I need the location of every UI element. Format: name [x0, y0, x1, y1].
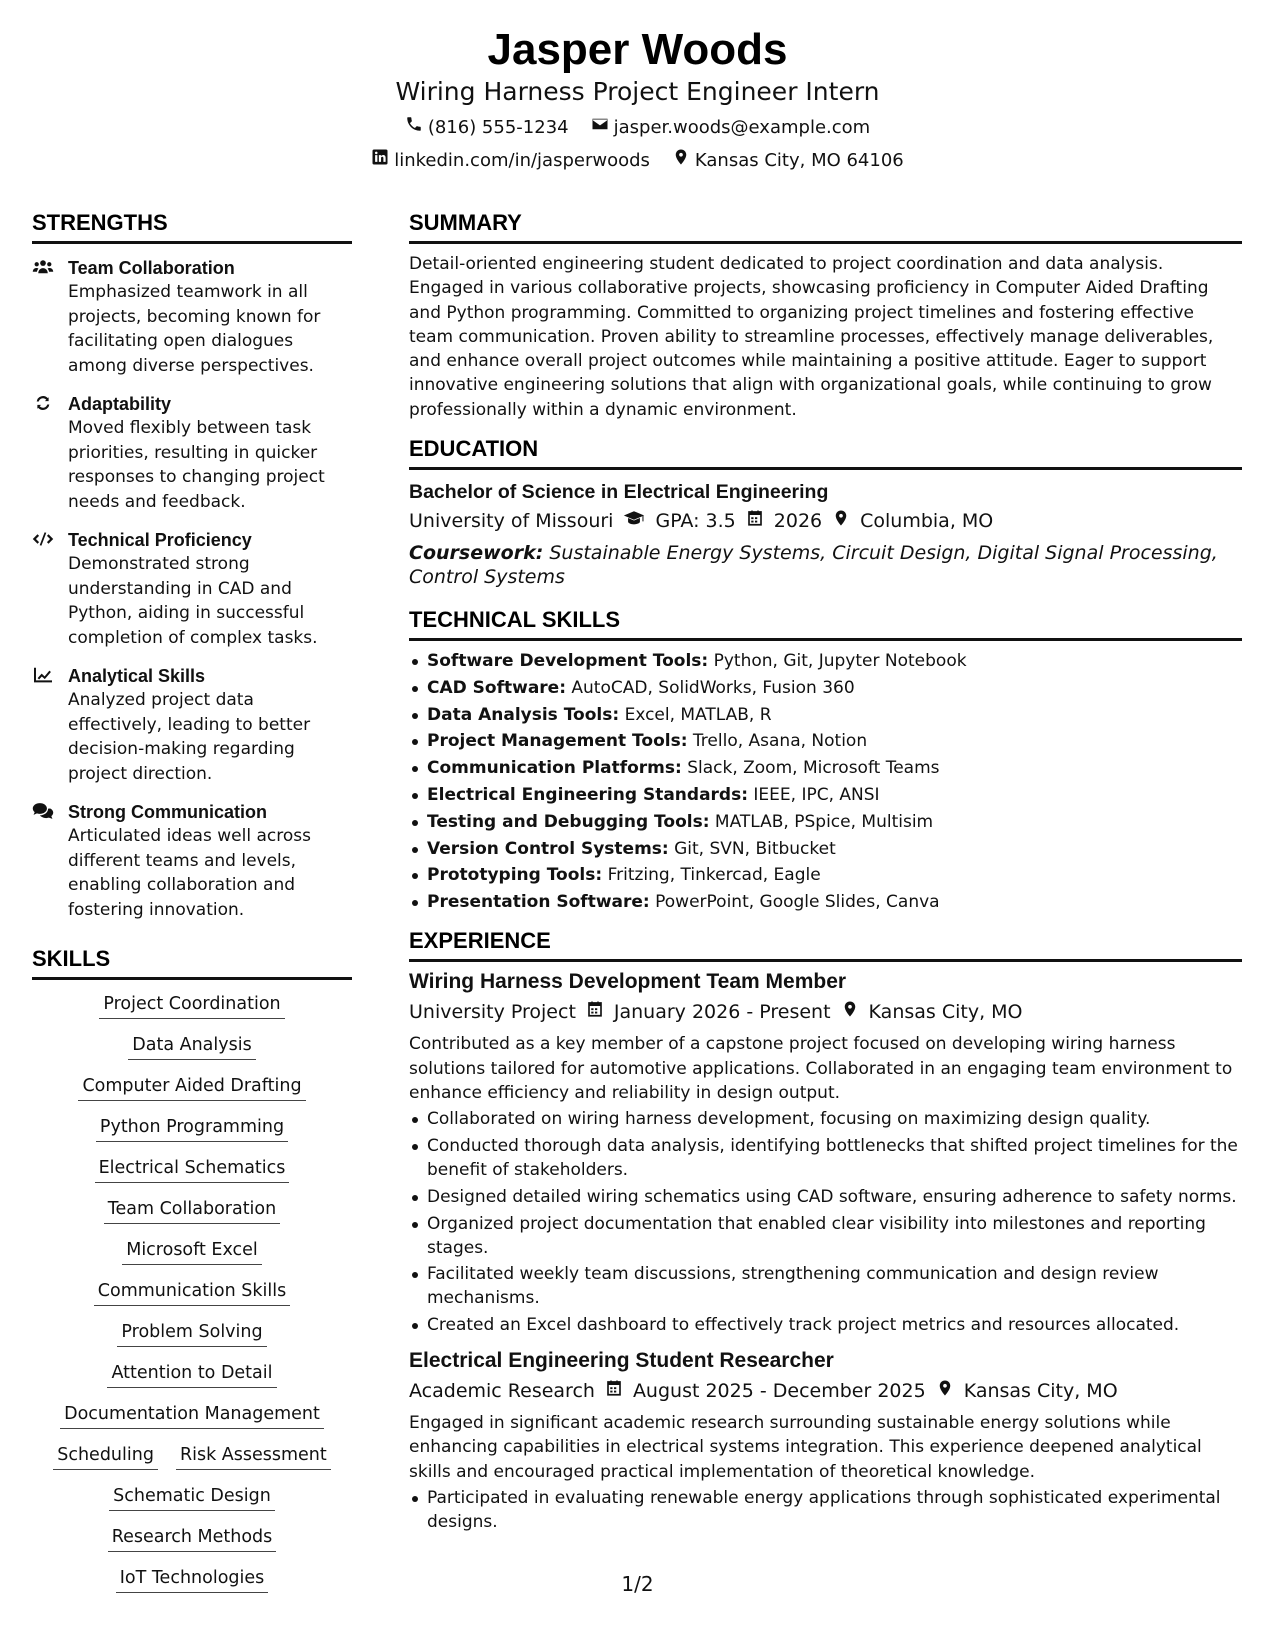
strength-title: Adaptability — [68, 394, 172, 414]
skill-values: Fritzing, Tinkercad, Eagle — [607, 865, 821, 886]
skill-tag: IoT Technologies — [116, 1566, 269, 1593]
coursework-text: Sustainable Energy Systems, Circuit Design, Digital Signal Processing, Control Systems — [409, 542, 1218, 589]
strength-desc: Moved flexibly between task priorities, resulting in quicker responses to changing project needs and feedback. — [68, 418, 325, 512]
job-location: Kansas City, MO — [963, 1380, 1118, 1403]
strength-title: Analytical Skills — [68, 666, 206, 686]
job-location-item — [841, 998, 1023, 1026]
strengths-heading: STRENGTHS — [32, 212, 352, 244]
chart-line-icon — [32, 664, 54, 786]
skill-values: Slack, Zoom, Microsoft Teams — [687, 758, 940, 779]
job-description: Engaged in significant academic research surrounding sustainable energy solutions while enhancing capabilities in electrical systems integration. This experience deepened analytical skills and encouraged practical implementation of theoretical knowledge. — [409, 1413, 1202, 1482]
list-item — [409, 783, 1242, 807]
job-dates: January 2026 - Present — [613, 1001, 831, 1024]
candidate-name: Jasper Woods — [487, 25, 788, 74]
strength-desc: Emphasized teamwork in all projects, becoming known for facilitating open dialogues among diverse perspectives. — [68, 282, 321, 376]
skill-category: Testing and Debugging Tools: — [427, 811, 710, 832]
job-location: Kansas City, MO — [868, 1001, 1023, 1024]
list-item: Collaborated on wiring harness development, focusing on maximizing design quality. — [409, 1107, 1242, 1131]
email-contact[interactable] — [591, 115, 871, 140]
skill-category: CAD Software: — [427, 677, 566, 698]
skill-category: Software Development Tools: — [427, 651, 709, 672]
calendar-icon — [586, 998, 604, 1026]
job-org: Academic Research — [409, 1380, 595, 1403]
skill-values: PowerPoint, Google Slides, Canva — [655, 892, 940, 913]
gpa-item — [623, 507, 735, 535]
skill-values: MATLAB, PSpice, Multisim — [714, 811, 934, 832]
list-item: Organized project documentation that enabled clear visibility into milestones and reporting stages. — [409, 1212, 1242, 1260]
job-description: Contributed as a key member of a capstone project focused on developing wiring harness solutions tailored for automotive applications. Collaborated in an engaging team environment to enhance efficiency and reliability in design output. — [409, 1034, 1233, 1103]
list-item — [409, 729, 1242, 753]
job-dates-item — [605, 1377, 926, 1405]
job-location-item — [936, 1377, 1118, 1405]
coursework-label: Coursework: — [409, 542, 544, 565]
job-dates-item — [586, 998, 831, 1026]
gpa-text: GPA: 3.5 — [655, 510, 736, 533]
job-dates: August 2025 - December 2025 — [632, 1380, 926, 1403]
skill-values: AutoCAD, SolidWorks, Fusion 360 — [571, 677, 855, 698]
experience-heading: EXPERIENCE — [409, 930, 1242, 962]
map-pin-icon — [832, 507, 850, 535]
skill-tag: Team Collaboration — [104, 1197, 280, 1224]
strengths-list — [32, 256, 352, 922]
skill-values: Git, SVN, Bitbucket — [674, 838, 836, 859]
phone-icon — [405, 115, 423, 140]
list-item — [409, 703, 1242, 727]
education-location-item — [832, 507, 993, 535]
list-item — [409, 756, 1242, 780]
email-text[interactable]: jasper.woods@example.com — [613, 116, 871, 138]
year-item — [746, 507, 822, 535]
right-column — [409, 212, 1242, 1537]
skill-tag: Communication Skills — [94, 1279, 290, 1306]
skills-list — [32, 992, 352, 1593]
skill-values: Trello, Asana, Notion — [692, 731, 868, 752]
technical-skills-section — [409, 609, 1242, 914]
skill-category: Electrical Engineering Standards: — [427, 785, 749, 806]
strength-title: Strong Communication — [68, 802, 267, 822]
strength-desc: Analyzed project data effectively, leading to better decision-making regarding project direction. — [68, 690, 311, 784]
linkedin-icon — [371, 148, 389, 173]
job-meta — [409, 1377, 1242, 1405]
job-org: University Project — [409, 1001, 576, 1024]
contact-row-1 — [0, 115, 1275, 140]
skill-tag: Microsoft Excel — [122, 1238, 262, 1265]
skill-tag: Python Programming — [96, 1115, 288, 1142]
skill-tag: Data Analysis — [128, 1033, 255, 1060]
strength-item — [32, 528, 352, 650]
summary-heading: SUMMARY — [409, 212, 1242, 244]
skill-tag: Schematic Design — [109, 1484, 275, 1511]
list-item: Created an Excel dashboard to effectively track project metrics and resources allocated. — [409, 1313, 1242, 1337]
contact-row-2 — [0, 148, 1275, 173]
left-column — [32, 212, 352, 1593]
education-location: Columbia, MO — [860, 510, 994, 533]
strength-item — [32, 392, 352, 514]
job-meta — [409, 998, 1242, 1026]
job-entry — [409, 968, 1242, 1337]
linkedin-contact[interactable] — [371, 148, 650, 173]
strength-desc: Articulated ideas well across different teams and levels, enabling collaboration and fostering innovation. — [68, 826, 311, 920]
location-contact — [672, 148, 904, 173]
calendar-icon — [605, 1377, 623, 1405]
skill-values: Python, Git, Jupyter Notebook — [713, 651, 967, 672]
calendar-icon — [746, 507, 764, 535]
list-item — [409, 649, 1242, 673]
job-title: Electrical Engineering Student Researcher — [409, 1349, 834, 1373]
skill-category: Communication Platforms: — [427, 758, 682, 779]
skill-tag: Project Coordination — [99, 992, 284, 1019]
phone-text: (816) 555-1234 — [427, 116, 569, 138]
strength-title: Team Collaboration — [68, 258, 235, 278]
code-icon — [32, 528, 54, 650]
graduation-year: 2026 — [773, 510, 823, 533]
skill-category: Project Management Tools: — [427, 731, 688, 752]
skill-category: Version Control Systems: — [427, 838, 669, 859]
skill-tag: Research Methods — [108, 1525, 277, 1552]
job-entry — [409, 1347, 1242, 1534]
strength-item — [32, 800, 352, 922]
skill-category: Prototyping Tools: — [427, 865, 603, 886]
list-item: Conducted thorough data analysis, identifying bottlenecks that shifted project timelines for the benefit of stakeholders. — [409, 1134, 1242, 1182]
skill-tag: Documentation Management — [60, 1402, 324, 1429]
education-heading: EDUCATION — [409, 438, 1242, 470]
page-number: 1/2 — [621, 1572, 654, 1596]
list-item — [409, 890, 1242, 914]
map-pin-icon — [672, 148, 690, 173]
job-bullets — [409, 1107, 1242, 1337]
skill-tag: Attention to Detail — [107, 1361, 276, 1388]
location-text: Kansas City, MO 64106 — [694, 149, 904, 171]
list-item — [409, 810, 1242, 834]
skill-category: Data Analysis Tools: — [427, 704, 620, 725]
school-name: University of Missouri — [409, 510, 614, 533]
technical-skills-heading: TECHNICAL SKILLS — [409, 609, 1242, 641]
strength-item — [32, 256, 352, 378]
degree-title: Bachelor of Science in Electrical Engineering — [409, 481, 829, 504]
list-item — [409, 676, 1242, 700]
skill-values: Excel, MATLAB, R — [624, 704, 772, 725]
phone-contact — [405, 115, 569, 140]
skill-tag: Risk Assessment — [176, 1443, 331, 1470]
skill-category: Presentation Software: — [427, 892, 650, 913]
envelope-icon — [591, 115, 609, 140]
education-meta — [409, 507, 1242, 535]
users-icon — [32, 256, 54, 378]
sync-icon — [32, 392, 54, 514]
list-item: Facilitated weekly team discussions, strengthening communication and design review mechanisms. — [409, 1262, 1242, 1310]
graduation-cap-icon — [623, 507, 645, 535]
comments-icon — [32, 800, 54, 922]
resume-header — [0, 24, 1275, 173]
strength-item — [32, 664, 352, 786]
skill-tag: Problem Solving — [117, 1320, 266, 1347]
candidate-title: Wiring Harness Project Engineer Intern — [395, 77, 880, 106]
skills-heading: SKILLS — [32, 948, 352, 980]
linkedin-text[interactable]: linkedin.com/in/jasperwoods — [394, 149, 650, 171]
skill-tag: Scheduling — [53, 1443, 158, 1470]
skill-tag: Electrical Schematics — [95, 1156, 290, 1183]
skill-tag: Computer Aided Drafting — [78, 1074, 305, 1101]
strength-title: Technical Proficiency — [68, 530, 252, 550]
list-item — [409, 837, 1242, 861]
summary-text: Detail-oriented engineering student dedicated to project coordination and data analysis. Engaged in various collaborative projects, showcasing proficiency in Computer Aided Drafting and Python programming. Committed to organizing project timelines and fostering effective team communication. Proven ability to streamline processes, effectively manage deliverables, and enhance overall project outcomes while maintaining a positive attitude. Eager to support innovative engineering solutions that align with organizational goals, while continuing to grow professionally within a dynamic environment. — [409, 254, 1214, 420]
list-item — [409, 863, 1242, 887]
list-item: Designed detailed wiring schematics using CAD software, ensuring adherence to safety norms. — [409, 1185, 1242, 1209]
list-item: Participated in evaluating renewable energy applications through sophisticated experimental designs. — [409, 1486, 1242, 1534]
job-bullets — [409, 1486, 1242, 1534]
map-pin-icon — [841, 998, 859, 1026]
strength-desc: Demonstrated strong understanding in CAD and Python, aiding in successful completion of complex tasks. — [68, 554, 318, 648]
experience-section — [409, 930, 1242, 1534]
skill-values: IEEE, IPC, ANSI — [753, 785, 880, 806]
coursework — [409, 541, 1242, 589]
education-section — [409, 438, 1242, 589]
technical-skills-list — [409, 649, 1242, 914]
map-pin-icon — [936, 1377, 954, 1405]
job-title: Wiring Harness Development Team Member — [409, 970, 847, 994]
